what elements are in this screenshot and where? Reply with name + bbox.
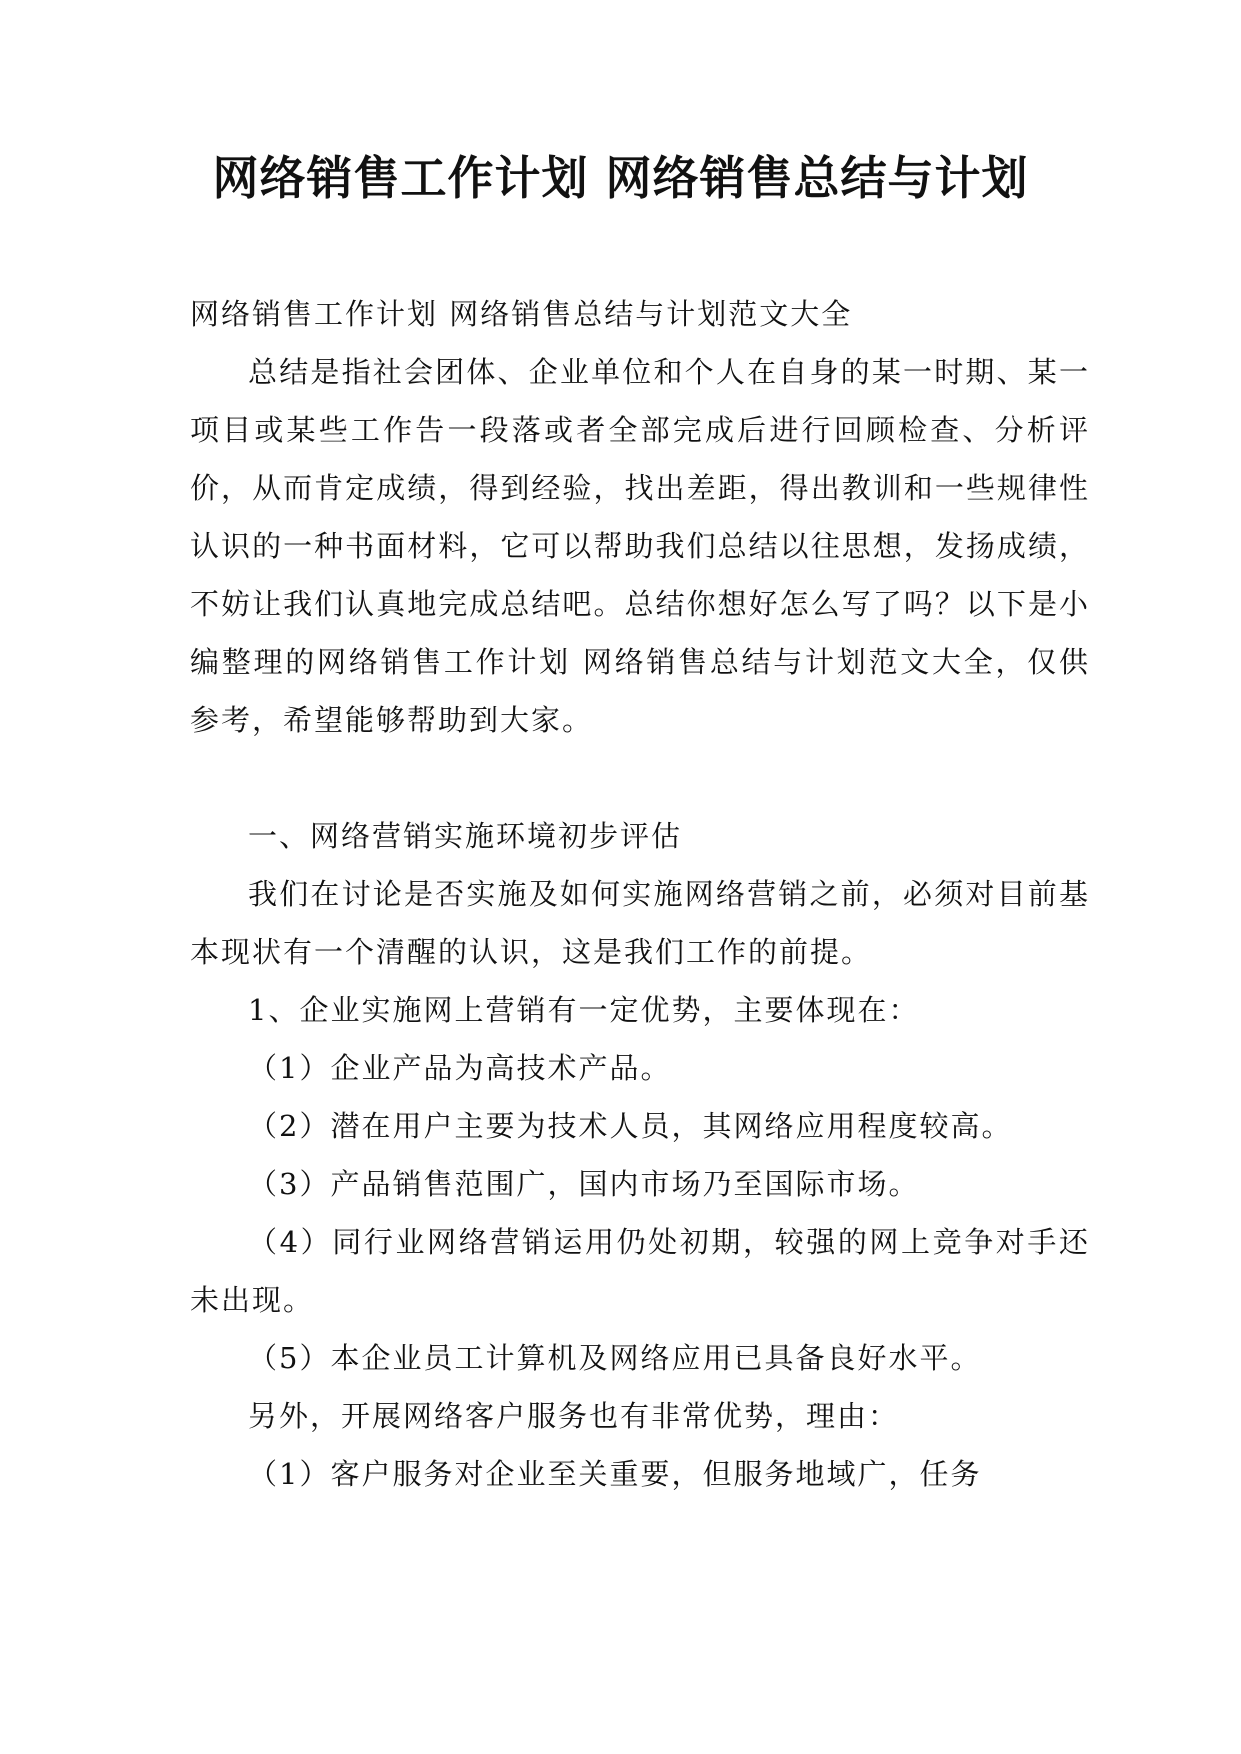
extra-paragraph: 另外，开展网络客户服务也有非常优势，理由： xyxy=(248,1399,900,1433)
document-body xyxy=(190,285,1090,1503)
paragraph-gap xyxy=(190,749,1090,807)
list-item: （2）潜在用户主要为技术人员，其网络应用程度较高。 xyxy=(248,1109,1013,1143)
section-paragraph: 我们在讨论是否实施及如何实施网络营销之前，必须对目前基本现状有一个清醒的认识，这是我们工作的前提。 xyxy=(190,877,1090,969)
point-heading: 1、企业实施网上营销有一定优势，主要体现在： xyxy=(248,993,920,1027)
intro-paragraph: 总结是指社会团体、企业单位和个人在自身的某一时期、某一项目或某些工作告一段落或者全部完成后进行回顾检查、分析评价，从而肯定成绩，得到经验，找出差距，得出教训和一些规律性认识的一种书面材料，它可以帮助我们总结以往思想，发扬成绩，不妨让我们认真地完成总结吧。总结你想好怎么写了吗？以下是小编整理的网络销售工作计划 网络销售总结与计划范文大全，仅供参考，希望能够帮助到大家。 xyxy=(190,355,1090,737)
list-item: （4）同行业网络营销运用仍处初期，较强的网上竞争对手还未出现。 xyxy=(190,1225,1090,1317)
list-item: （1）客户服务对企业至关重要，但服务地域广，任务 xyxy=(248,1457,982,1491)
document-title: 网络销售工作计划 网络销售总结与计划 xyxy=(212,151,1029,205)
list-item: （1）企业产品为高技术产品。 xyxy=(248,1051,672,1085)
list-item: （5）本企业员工计算机及网络应用已具备良好水平。 xyxy=(248,1341,982,1375)
document-subtitle: 网络销售工作计划 网络销售总结与计划范文大全 xyxy=(190,297,853,331)
section-heading: 一、网络营销实施环境初步评估 xyxy=(248,819,683,853)
list-item: （3）产品销售范围广，国内市场乃至国际市场。 xyxy=(248,1167,920,1201)
